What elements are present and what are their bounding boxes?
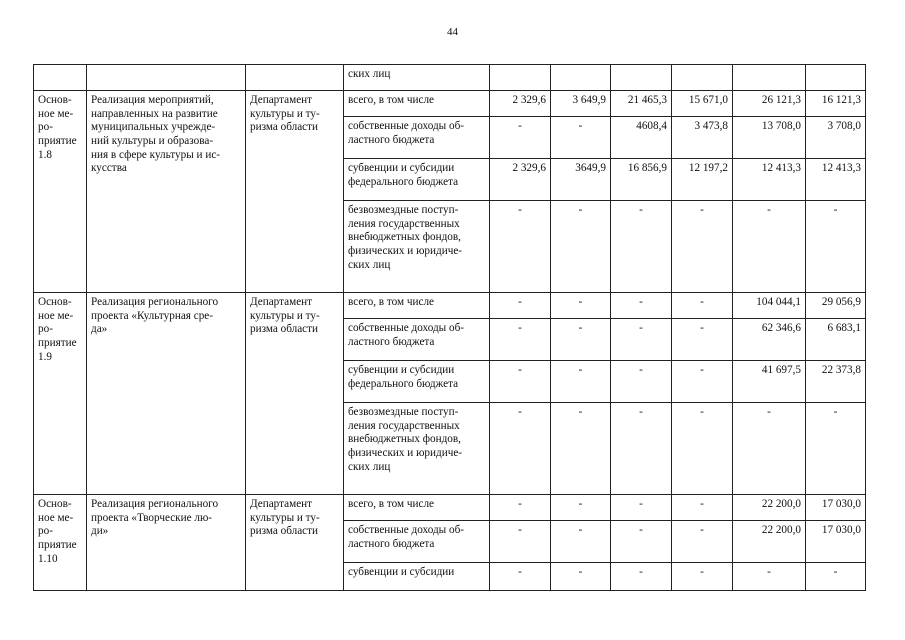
value-cell [611, 91, 672, 117]
measure-name-cell [87, 495, 246, 591]
funding-source-cell [344, 91, 490, 117]
value-cell-text: - [639, 498, 643, 510]
value-cell-text: - [833, 566, 838, 578]
value-cell-text: - [639, 524, 643, 536]
funding-source-cell [344, 201, 490, 293]
funding-source-cell-text: всего, в том числе [348, 296, 434, 308]
value-cell-text: 41 697,5 [761, 364, 801, 376]
measure-code-cell-text: Основ- ное ме- ро- приятие 1.8 [38, 94, 77, 161]
value-cell-text: 22 373,8 [821, 364, 861, 376]
value-cell [806, 403, 866, 495]
funding-source-cell-text: всего, в том числе [348, 94, 434, 106]
value-cell [806, 521, 866, 563]
funding-source-cell-text: субвенции и субсидии [348, 566, 455, 578]
funding-source-cell-text: безвозмездные поступ- ления государственных внебюджетных фондов, физических и юридиче- ских лиц [348, 406, 463, 473]
value-cell-text: 4608,4 [636, 120, 667, 132]
value-cell [733, 521, 806, 563]
value-cell [672, 495, 733, 521]
funding-source-cell-text: субвенции и субсидии федерального бюджета [348, 162, 459, 188]
value-cell [551, 293, 611, 319]
value-cell-text: - [700, 204, 704, 216]
value-cell-text: - [578, 204, 583, 216]
value-cell-text: 3 473,8 [694, 120, 728, 132]
value-cell [490, 65, 551, 91]
value-cell [490, 201, 551, 293]
value-cell-text: - [578, 406, 583, 418]
value-cell [806, 117, 866, 159]
measure-code-cell-text: Основ- ное ме- ро- приятие 1.10 [38, 498, 77, 565]
value-cell-text: - [518, 406, 522, 418]
value-cell [806, 91, 866, 117]
value-cell-text: - [518, 524, 522, 536]
value-cell [672, 319, 733, 361]
value-cell-text: 12 413,3 [761, 162, 801, 174]
value-cell [806, 159, 866, 201]
value-cell [672, 563, 733, 591]
funding-source-cell [344, 319, 490, 361]
value-cell [490, 521, 551, 563]
value-cell [672, 117, 733, 159]
value-cell [672, 521, 733, 563]
value-cell [672, 201, 733, 293]
value-cell-text: - [578, 364, 583, 376]
value-cell [672, 159, 733, 201]
code-cell [34, 65, 87, 91]
value-cell-text: - [578, 524, 583, 536]
funding-source-cell-text: собственные доходы об- ластного бюджета [348, 120, 465, 146]
value-cell-text: - [518, 120, 522, 132]
value-cell-text: 104 044,1 [756, 296, 801, 308]
value-cell-text: 6 683,1 [827, 322, 861, 334]
value-cell [733, 319, 806, 361]
value-cell [551, 201, 611, 293]
value-cell [551, 319, 611, 361]
measure-code-cell-text: Основ- ное ме- ро- приятие 1.9 [38, 296, 77, 363]
value-cell-text: - [767, 204, 771, 216]
value-cell [806, 361, 866, 403]
value-cell [672, 403, 733, 495]
value-cell [490, 159, 551, 201]
funding-source-cell [344, 403, 490, 495]
measure-code-cell [34, 293, 87, 495]
value-cell-text: 62 346,6 [761, 322, 801, 334]
value-cell-text: - [833, 204, 838, 216]
value-cell-text: - [639, 406, 643, 418]
value-cell-text: 29 056,9 [821, 296, 861, 308]
value-cell-text: - [700, 322, 704, 334]
value-cell-text: - [833, 406, 838, 418]
value-cell-text: 2 329,6 [512, 162, 546, 174]
executor-cell [246, 293, 344, 495]
value-cell-text: - [518, 498, 522, 510]
source-cell-text: ских лиц [348, 68, 391, 80]
value-cell [733, 495, 806, 521]
value-cell-text: 17 030,0 [821, 524, 861, 536]
value-cell-text: - [700, 566, 704, 578]
measure-code-cell [34, 495, 87, 591]
value-cell-text: - [767, 406, 771, 418]
value-cell-text: - [518, 566, 522, 578]
value-cell [611, 319, 672, 361]
value-cell-text: 17 030,0 [821, 498, 861, 510]
funding-source-cell [344, 159, 490, 201]
measure-name-cell-text: Реализация регионального проекта «Творческие лю- ди» [91, 498, 219, 538]
value-cell-text: - [578, 296, 583, 308]
executor-cell [246, 65, 344, 91]
value-cell-text: 3 649,9 [572, 94, 606, 106]
measure-name-cell [87, 293, 246, 495]
value-cell [733, 403, 806, 495]
value-cell [551, 65, 611, 91]
value-cell [490, 293, 551, 319]
value-cell [733, 201, 806, 293]
funding-source-cell [344, 495, 490, 521]
value-cell-text: 12 197,2 [688, 162, 728, 174]
value-cell [672, 293, 733, 319]
value-cell [672, 65, 733, 91]
executor-cell-text: Департамент культуры и ту- ризма области [250, 94, 320, 134]
value-cell-text: - [639, 296, 643, 308]
value-cell-text: 22 200,0 [761, 498, 801, 510]
value-cell-text: - [700, 406, 704, 418]
funding-source-cell-text: субвенции и субсидии федерального бюджета [348, 364, 459, 390]
executor-cell [246, 495, 344, 591]
value-cell [733, 117, 806, 159]
value-cell [551, 361, 611, 403]
value-cell-text: - [700, 524, 704, 536]
executor-cell-text: Департамент культуры и ту- ризма области [250, 296, 320, 336]
value-cell [672, 361, 733, 403]
value-cell [611, 201, 672, 293]
value-cell [490, 91, 551, 117]
funding-source-cell-text: безвозмездные поступ- ления государственных внебюджетных фондов, физических и юридиче- ских лиц [348, 204, 463, 271]
funding-source-cell-text: собственные доходы об- ластного бюджета [348, 524, 465, 550]
value-cell [551, 563, 611, 591]
value-cell [490, 563, 551, 591]
funding-source-cell-text: всего, в том числе [348, 498, 434, 510]
value-cell [551, 403, 611, 495]
value-cell [672, 91, 733, 117]
value-cell-text: - [700, 364, 704, 376]
value-cell [611, 521, 672, 563]
value-cell-text: - [639, 364, 643, 376]
value-cell-text: - [518, 322, 522, 334]
value-cell [806, 65, 866, 91]
executor-cell-text: Департамент культуры и ту- ризма области [250, 498, 320, 538]
value-cell-text: 2 329,6 [512, 94, 546, 106]
value-cell [733, 65, 806, 91]
value-cell-text: - [518, 296, 522, 308]
table-row-continuation [34, 65, 866, 91]
funding-source-cell [344, 293, 490, 319]
value-cell-text: 12 413,3 [821, 162, 861, 174]
value-cell [733, 91, 806, 117]
funding-source-cell [344, 361, 490, 403]
funding-source-cell-text: собственные доходы об- ластного бюджета [348, 322, 465, 348]
funding-source-cell [344, 521, 490, 563]
value-cell [611, 159, 672, 201]
value-cell-text: 16 856,9 [627, 162, 667, 174]
value-cell [490, 403, 551, 495]
value-cell-text: - [578, 566, 583, 578]
value-cell-text: - [700, 498, 704, 510]
budget-table-body [34, 65, 866, 591]
table-row [34, 91, 866, 117]
funding-source-cell [344, 117, 490, 159]
value-cell-text: - [518, 204, 522, 216]
page-number: 44 [447, 26, 458, 38]
value-cell-text: 13 708,0 [761, 120, 801, 132]
value-cell [490, 495, 551, 521]
value-cell [733, 159, 806, 201]
name-cell [87, 65, 246, 91]
measure-name-cell-text: Реализация регионального проекта «Культурная сре- да» [91, 296, 219, 336]
value-cell [733, 293, 806, 319]
value-cell-text: - [767, 566, 771, 578]
value-cell-text: 21 465,3 [627, 94, 667, 106]
value-cell [611, 117, 672, 159]
value-cell [551, 495, 611, 521]
value-cell-text: - [700, 296, 704, 308]
table-row [34, 293, 866, 319]
value-cell [806, 495, 866, 521]
value-cell [551, 159, 611, 201]
value-cell [806, 201, 866, 293]
value-cell-text: - [518, 364, 522, 376]
value-cell [611, 361, 672, 403]
value-cell [551, 91, 611, 117]
funding-source-cell [344, 563, 490, 591]
value-cell [611, 65, 672, 91]
value-cell-text: 16 121,3 [821, 94, 861, 106]
value-cell-text: - [578, 120, 583, 132]
value-cell-text: - [578, 498, 583, 510]
value-cell-text: 15 671,0 [688, 94, 728, 106]
value-cell [806, 293, 866, 319]
value-cell-text: 22 200,0 [761, 524, 801, 536]
value-cell [733, 563, 806, 591]
value-cell-text: 3 708,0 [827, 120, 861, 132]
measure-code-cell [34, 91, 87, 293]
value-cell-text: 3649,9 [575, 162, 606, 174]
executor-cell [246, 91, 344, 293]
value-cell-text: - [639, 566, 643, 578]
measure-name-cell-text: Реализация мероприятий, направленных на развитие муниципальных учрежде- ний культуры и образова- ния в сфере культуры и ис- кусства [91, 94, 221, 175]
measure-name-cell [87, 91, 246, 293]
value-cell [806, 563, 866, 591]
value-cell [733, 361, 806, 403]
value-cell [611, 495, 672, 521]
value-cell-text: - [639, 204, 643, 216]
value-cell [611, 293, 672, 319]
value-cell [551, 117, 611, 159]
value-cell-text: - [578, 322, 583, 334]
value-cell [490, 117, 551, 159]
value-cell-text: - [639, 322, 643, 334]
source-cell [344, 65, 490, 91]
value-cell [490, 319, 551, 361]
budget-table [33, 64, 866, 591]
value-cell-text: 26 121,3 [761, 94, 801, 106]
table-row [34, 495, 866, 521]
value-cell [611, 403, 672, 495]
value-cell [490, 361, 551, 403]
value-cell [611, 563, 672, 591]
value-cell [551, 521, 611, 563]
value-cell [806, 319, 866, 361]
